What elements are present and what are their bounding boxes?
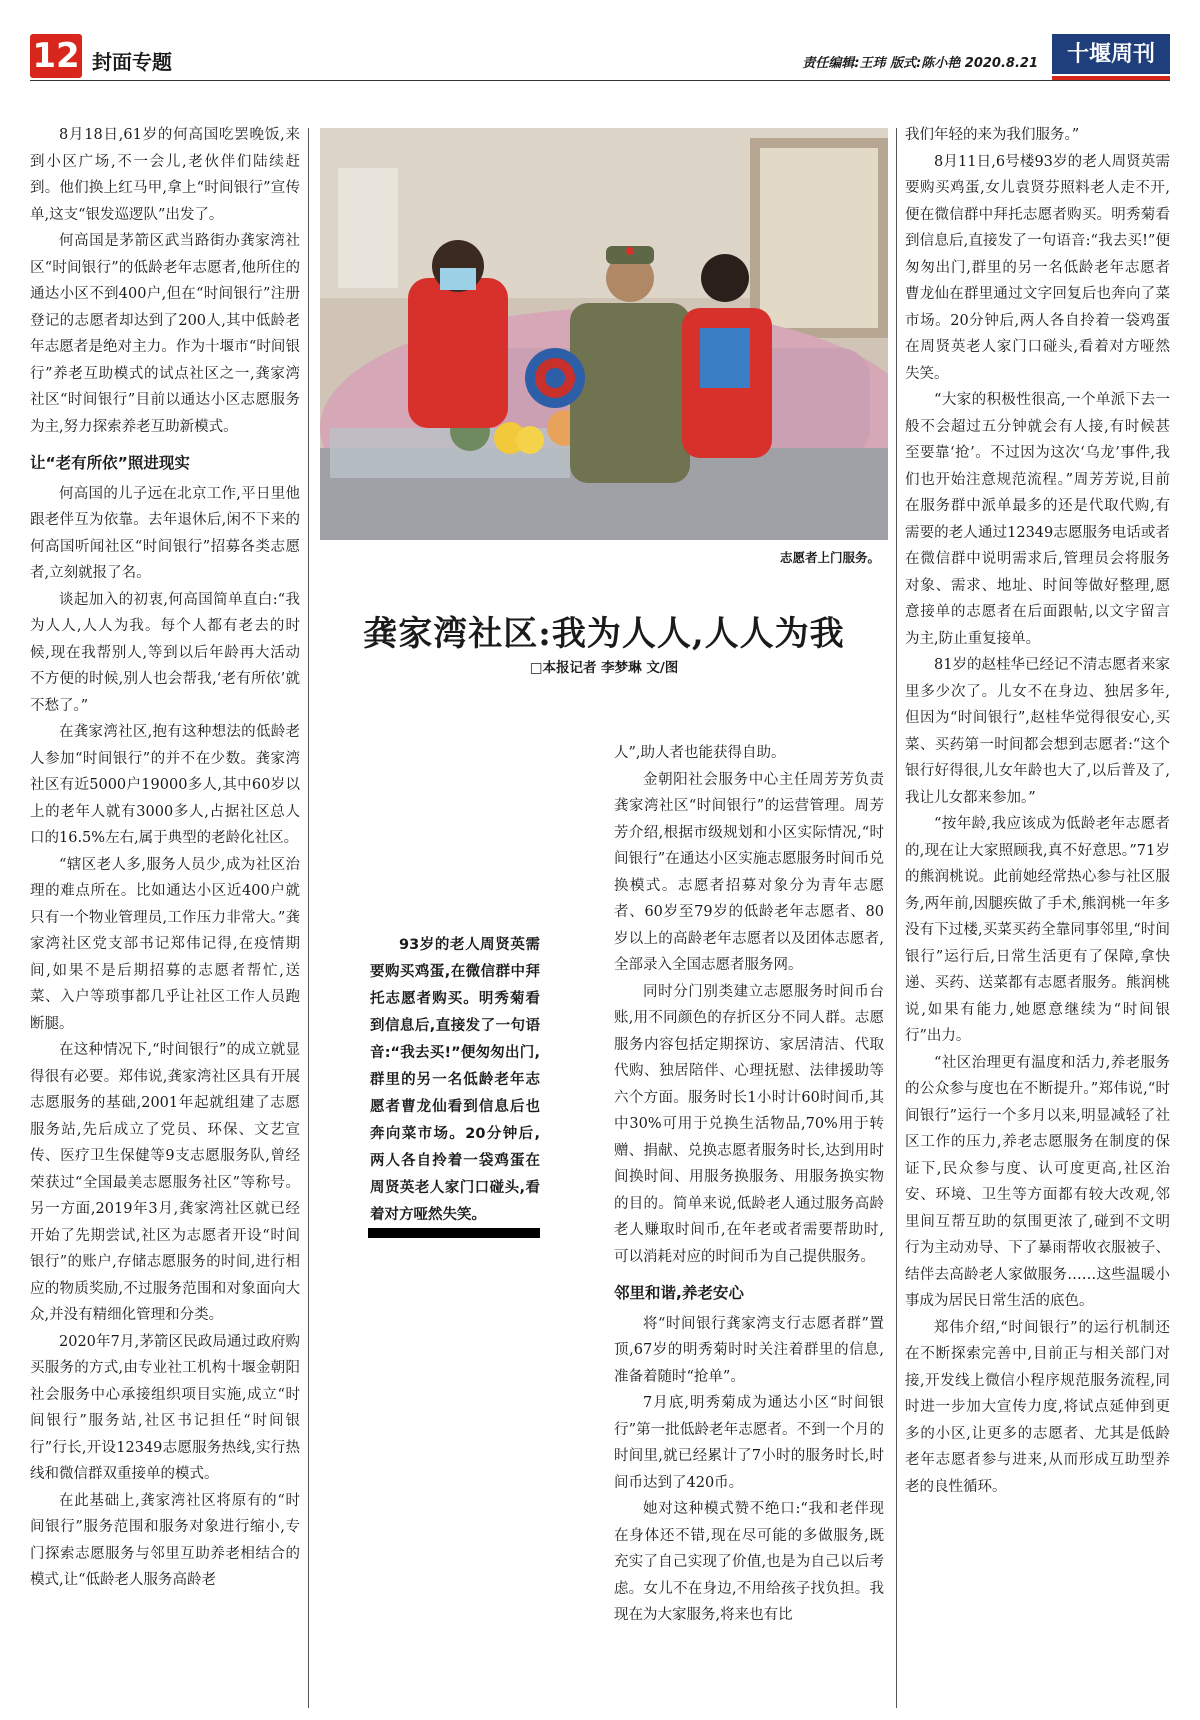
paragraph: 我们年轻的来为我们服务。” [905, 127, 1080, 143]
photo-caption: 志愿者上门服务。 [779, 550, 880, 565]
column-divider [308, 128, 309, 1708]
paragraph: 同时分门别类建立志愿服务时间币台账,用不同颜色的存折区分不同人群。志愿服务内容包括定期探访、家居清洁、代取代购、独居陪伴、心理抚慰、法律援助等六个方面。服务时长1小时计60时间币,其中30%可用于兑换生活物品,70%用于转赠、捐献、兑换志愿者服务时长,达到用时间换时间、用服务换服务、用服务换实物的目的。简单来说,低龄老人通过服务高龄老人赚取时间币,在年老或者需要帮助时,可以消耗对应的时间币为自己提供服务。 [614, 983, 884, 1265]
subheading: 让“老有所依”照进现实 [30, 454, 190, 472]
editor-credits: 责任编辑:王玮 版式:陈小艳 2020.8.21 [802, 56, 1038, 71]
article-headline: 龚家湾社区:我为人人,人人为我 [363, 614, 845, 654]
article-column-1 [30, 122, 300, 1594]
paragraph: 将“时间银行龚家湾支行志愿者群”置顶,67岁的明秀菊时时关注着群里的信息,准备着随时“抢单”。 [614, 1315, 884, 1385]
pull-quote: 93岁的老人周贤英需要购买鸡蛋,在微信群中拜托志愿者购买。明秀菊看到信息后,直接发了一句语音:“我去买!”便匆匆出门,群里的另一名低龄老年志愿者曹龙仙看到信息后也奔向菜市场。20分钟后,两人各自拎着一袋鸡蛋在周贤英老人家门口碰头,看着对方哑然失笑。 [370, 937, 540, 1223]
paragraph: 人”,助人者也能获得自助。 [614, 745, 786, 761]
article-column-3 [614, 740, 884, 1629]
article-byline: □本报记者 李梦琳 文/图 [529, 660, 679, 676]
paragraph: 她对这种模式赞不绝口:“我和老伴现在身体还不错,现在尽可能的多做服务,既充实了自己实现了价值,也是为自己以后考虑。女儿不在身边,不用给孩子找负担。我现在为大家服务,将来也有比 [614, 1501, 884, 1623]
paragraph: “按年龄,我应该成为低龄老年志愿者的,现在让大家照顾我,真不好意思。”71岁的熊润桃说。此前她经常热心参与社区服务,两年前,因腿疾做了手术,熊润桃一年多没有下过楼,买菜买药全靠同事邻里,“时间银行”运行后,日常生活更有了保障,拿快递、买药、送菜都有志愿者服务。熊润桃说,如果有能力,她愿意继续为“时间银行”出力。 [905, 816, 1170, 1044]
header-rule [30, 80, 1170, 81]
article-column-4 [905, 122, 1170, 1500]
section-title: 封面专题 [92, 50, 172, 74]
paragraph: 8月18日,61岁的何高国吃罢晚饭,来到小区广场,不一会儿,老伙伴们陆续赶到。他们换上红马甲,拿上“时间银行”宣传单,这支“银发巡逻队”出发了。 [30, 127, 300, 223]
paragraph: 郑伟介绍,“时间银行”的运行机制还在不断探索完善中,目前正与相关部门对接,开发线上微信小程序规范服务流程,同时进一步加大宣传力度,将试点延伸到更多的小区,让更多的志愿者、尤其是低龄老年志愿者参与进来,从而形成互助型养老的良性循环。 [905, 1319, 1170, 1495]
subheading: 邻里和谐,养老安心 [614, 1284, 744, 1302]
paragraph: 何高国的儿子远在北京工作,平日里他跟老伴互为依靠。去年退休后,闲不下来的何高国听闻社区“时间银行”招募各类志愿者,立刻就报了名。 [30, 485, 300, 581]
paragraph: 在这种情况下,“时间银行”的成立就显得很有必要。郑伟说,龚家湾社区具有开展志愿服务的基础,2001年起就组建了志愿服务站,先后成立了党员、环保、文艺宣传、医疗卫生保健等9支志愿服务队,曾经荣获过“全国最美志愿服务社区”等称号。另一方面,2019年3月,龚家湾社区就已经开始了先期尝试,社区为志愿者开设“时间银行”的账户,存储志愿服务的时间,进行相应的物质奖励,不过服务范围和对象面向大众,并没有精细化管理和分类。 [30, 1042, 300, 1323]
column-divider [896, 128, 897, 1708]
paragraph: 在龚家湾社区,抱有这种想法的低龄老人参加“时间银行”的并不在少数。龚家湾社区有近5000户19000多人,其中60岁以上的老年人就有3000多人,占据社区总人口的16.5%左右,属于典型的老龄化社区。 [30, 724, 300, 846]
pull-quote-bar [368, 1228, 540, 1238]
volunteers-photo-illustration [320, 128, 888, 540]
paragraph: “社区治理更有温度和活力,养老服务的公众参与度也在不断提升。”郑伟说,“时间银行”运行一个多月以来,明显减轻了社区工作的压力,养老志愿服务在制度的保证下,民众参与度、认可度更高,社区治安、环境、卫生等方面都有较大改观,邻里间互帮互助的氛围更浓了,碰到不文明行为主动劝导、下了暴雨帮收衣服被子、结伴去高龄老人家做服务……这些温暖小事成为居民日常生活的底色。 [905, 1054, 1170, 1309]
publication-logo: 十堰周刊 [1052, 34, 1170, 74]
paragraph: 81岁的赵桂华已经记不清志愿者来家里多少次了。儿女不在身边、独居多年,但因为“时间银行”,赵桂华觉得很安心,买菜、买药第一时间都会想到志愿者:“这个银行好得很,儿女年龄也大了,以后普及了,我让儿女都来参加。” [905, 657, 1170, 806]
page-number: 12 [30, 34, 82, 78]
paragraph: 7月底,明秀菊成为通达小区“时间银行”第一批低龄老年志愿者。不到一个月的时间里,就已经累计了7小时的服务时长,时间币达到了420币。 [614, 1395, 884, 1491]
paragraph: 在此基础上,龚家湾社区将原有的“时间银行”服务范围和服务对象进行缩小,专门探索志愿服务与邻里互助养老相结合的模式,让“低龄老人服务高龄老 [30, 1492, 300, 1588]
paragraph: 金朝阳社会服务中心主任周芳芳负责龚家湾社区“时间银行”的运营管理。周芳芳介绍,根据市级规划和小区实际情况,“时间银行”在通达小区实施志愿服务时间币兑换模式。志愿者招募对象分为青年志愿者、60岁至79岁的低龄老年志愿者、80岁以上的高龄老年志愿者以及团体志愿者,全部录入全国志愿者服务网。 [614, 771, 884, 973]
paragraph: 谈起加入的初衷,何高国简单直白:“我为人人,人人为我。每个人都有老去的时候,现在我帮别人,等到以后年龄再大活动不方便的时候,别人也会帮我,‘老有所依’就不愁了。” [30, 591, 300, 714]
paragraph: “辖区老人多,服务人员少,成为社区治理的难点所在。比如通达小区近400户就只有一个物业管理员,工作压力非常大。”龚家湾社区党支部书记郑伟记得,在疫情期间,如果不是后期招募的志愿者帮忙,送菜、入户等琐事都几乎让社区工作人员跑断腿。 [30, 856, 300, 1032]
paragraph: 2020年7月,茅箭区民政局通过政府购买服务的方式,由专业社工机构十堰金朝阳社会服务中心承接组织项目实施,成立“时间银行”服务站,社区书记担任“时间银行”行长,开设12349志愿服务热线,实行热线和微信群双重接单的模式。 [30, 1333, 300, 1482]
page-header [30, 30, 1170, 80]
paragraph: 8月11日,6号楼93岁的老人周贤英需要购买鸡蛋,女儿袁贤芬照料老人走不开,便在微信群中拜托志愿者购买。明秀菊看到信息后,直接发了一句语音:“我去买!”便匆匆出门,群里的另一名低龄老年志愿者曹龙仙在群里通过文字回复后也奔向了菜市场。20分钟后,两人各自拎着一袋鸡蛋在周贤英老人家门口碰头,看着对方哑然失笑。 [905, 153, 1170, 382]
article-photo [320, 128, 888, 540]
paragraph: 何高国是茅箭区武当路街办龚家湾社区“时间银行”的低龄老年志愿者,他所住的通达小区不到400户,但在“时间银行”注册登记的志愿者却达到了200人,其中低龄老年志愿者是绝对主力。作为十堰市“时间银行”养老互助模式的试点社区之一,龚家湾社区“时间银行”目前以通达小区志愿服务为主,努力探索养老互助新模式。 [30, 233, 300, 435]
paragraph: “大家的积极性很高,一个单派下去一般不会超过五分钟就会有人接,有时候甚至要靠‘抢’。不过因为这次‘乌龙’事件,我们也开始注意规范流程。”周芳芳说,目前在服务群中派单最多的还是代取代购,有需要的老人通过12349志愿服务电话或者在微信群中说明需求后,管理员会将服务对象、需求、地址、时间等做好整理,愿意接单的志愿者在后面跟帖,以文字留言为主,防止重复接单。 [905, 392, 1170, 647]
